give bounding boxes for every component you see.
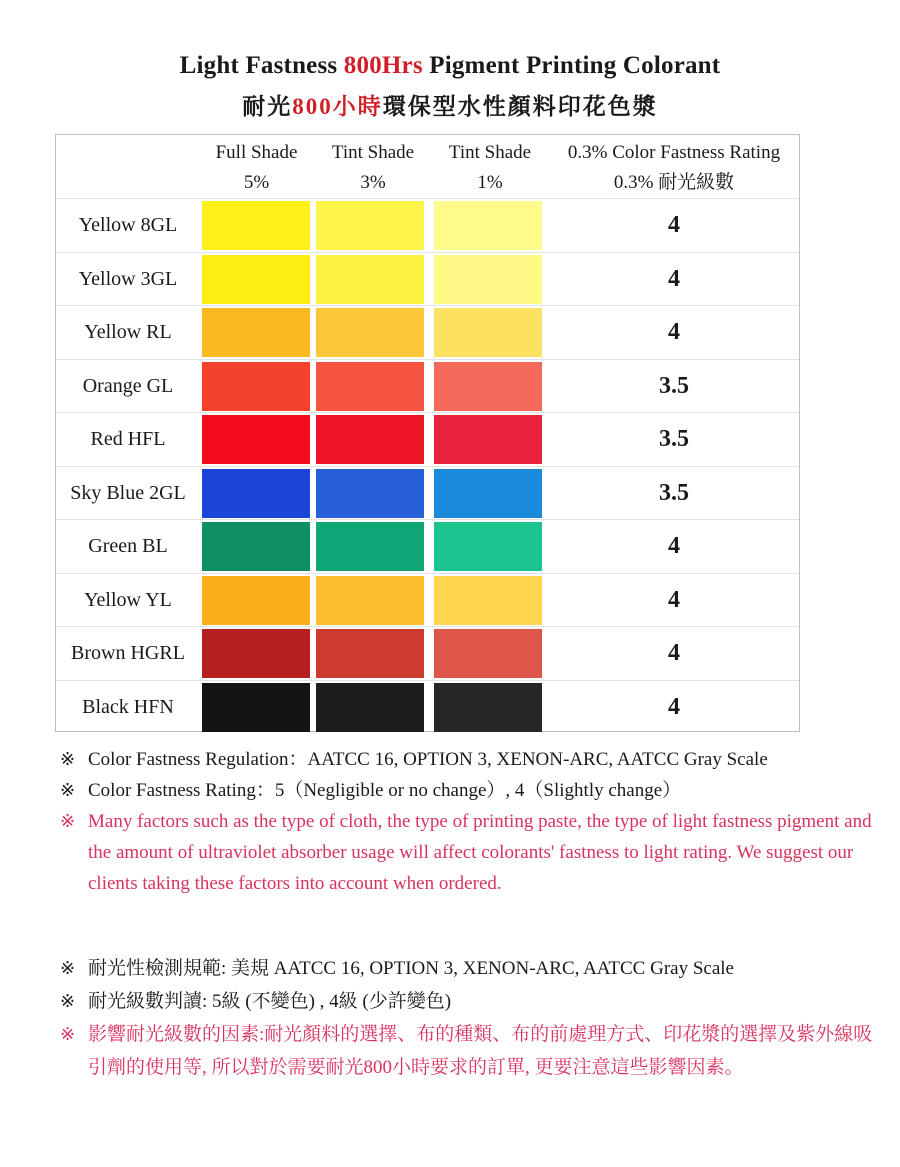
fastness-rating: 3.5 bbox=[659, 426, 689, 452]
color-fastness-table bbox=[55, 134, 800, 732]
reference-mark-icon: ※ bbox=[60, 780, 76, 801]
color-swatch bbox=[316, 255, 424, 304]
colorant-name: Yellow YL bbox=[84, 588, 172, 611]
fastness-rating: 4 bbox=[668, 640, 680, 666]
color-swatch bbox=[202, 308, 310, 357]
header-line2: 3% bbox=[360, 172, 386, 193]
fastness-rating: 3.5 bbox=[659, 479, 689, 506]
title-zh-suffix: 環保型水性顏料印花色漿 bbox=[382, 94, 658, 119]
colorant-name: Red HFL bbox=[90, 428, 166, 450]
color-swatch bbox=[434, 469, 542, 518]
colorant-name: Yellow 3GL bbox=[78, 267, 178, 290]
header-line1: 0.3% Color Fastness Rating bbox=[567, 142, 781, 163]
color-swatch bbox=[202, 469, 310, 518]
color-swatch bbox=[434, 201, 542, 250]
color-swatch bbox=[316, 629, 424, 678]
fastness-rating: 4 bbox=[668, 693, 680, 720]
page-title-en bbox=[0, 52, 900, 80]
color-swatch bbox=[434, 308, 542, 357]
fastness-rating: 4 bbox=[668, 265, 680, 292]
note-zh-factors bbox=[60, 1018, 880, 1084]
color-swatch bbox=[434, 576, 542, 625]
page-title-zh bbox=[0, 88, 900, 121]
reference-mark-icon: ※ bbox=[60, 991, 76, 1012]
fastness-rating: 4 bbox=[668, 319, 680, 345]
title-zh-accent: 800小時 bbox=[292, 94, 383, 119]
color-swatch bbox=[434, 255, 542, 304]
colorant-name: Yellow 8GL bbox=[78, 214, 178, 236]
title-en-prefix: Light Fastness bbox=[179, 52, 344, 79]
fastness-rating: 4 bbox=[668, 533, 680, 559]
reference-mark-icon: ※ bbox=[60, 749, 76, 770]
note-zh-rating bbox=[60, 985, 880, 1018]
color-swatch bbox=[202, 683, 310, 732]
colorant-name: Brown HGRL bbox=[71, 642, 185, 664]
color-swatch bbox=[202, 576, 310, 625]
note-factors-text: Many factors such as the type of cloth, the type of printing paste, the type of light fastness pigment and the amount of ultraviolet absorber usage will affect colorants' fastness to light rating. We suggest our clients taking these factors into account when ordered. bbox=[88, 811, 872, 894]
fastness-rating: 4 bbox=[668, 586, 680, 613]
color-swatch bbox=[202, 201, 310, 250]
title-en-accent: 800Hrs bbox=[343, 52, 423, 79]
colorant-name: Black HFN bbox=[82, 695, 174, 718]
color-swatch bbox=[434, 683, 542, 732]
color-swatch bbox=[202, 415, 310, 464]
color-swatch bbox=[434, 362, 542, 411]
colorant-name: Green BL bbox=[88, 535, 168, 557]
notes-english bbox=[60, 744, 880, 899]
color-swatch bbox=[434, 415, 542, 464]
color-swatch bbox=[316, 308, 424, 357]
header-line1: Tint Shade bbox=[448, 142, 532, 163]
header-tint-3 bbox=[314, 135, 432, 198]
header-line2: 1% bbox=[477, 172, 503, 193]
color-swatch bbox=[202, 522, 310, 571]
color-swatch bbox=[316, 362, 424, 411]
header-line1: Full Shade bbox=[215, 142, 298, 163]
reference-mark-icon: ※ bbox=[60, 1024, 76, 1045]
notes-chinese bbox=[60, 952, 880, 1084]
header-line2: 0.3% 耐光級數 bbox=[613, 172, 735, 193]
note-zh-rating-text: 耐光級數判讀: 5級 (不變色) , 4級 (少許變色) bbox=[88, 991, 452, 1012]
color-swatch bbox=[434, 522, 542, 571]
title-en-suffix: Pigment Printing Colorant bbox=[422, 52, 721, 79]
color-swatch bbox=[202, 362, 310, 411]
reference-mark-icon: ※ bbox=[60, 811, 76, 832]
header-line1: Tint Shade bbox=[331, 142, 415, 163]
note-rating-text: Color Fastness Rating：5（Negligible or no change）, 4（Slightly change） bbox=[88, 780, 682, 801]
header-full-shade bbox=[200, 135, 313, 198]
header-rating bbox=[549, 135, 799, 198]
color-swatch bbox=[316, 683, 424, 732]
header-line2: 5% bbox=[243, 172, 270, 193]
note-zh-regulation-text: 耐光性檢測規範: 美規 AATCC 16, OPTION 3, XENON-ARC, AATCC Gray Scale bbox=[88, 958, 734, 979]
color-swatch bbox=[434, 629, 542, 678]
colorant-name: Orange GL bbox=[82, 374, 174, 397]
color-swatch bbox=[202, 255, 310, 304]
fastness-rating: 4 bbox=[668, 212, 680, 238]
header-tint-1 bbox=[432, 135, 548, 198]
note-regulation bbox=[60, 744, 880, 775]
color-swatch bbox=[316, 576, 424, 625]
title-zh-prefix: 耐光 bbox=[242, 94, 293, 119]
note-zh-regulation bbox=[60, 952, 880, 985]
color-swatch bbox=[202, 629, 310, 678]
note-factors bbox=[60, 806, 880, 899]
colorant-name: Yellow RL bbox=[84, 321, 172, 343]
note-zh-factors-text: 影響耐光級數的因素:耐光顏料的選擇、布的種類、布的前處理方式、印花漿的選擇及紫外線吸引劑的使用等, 所以對於需要耐光800小時要求的訂單, 更要注意這些影響因素。 bbox=[88, 1024, 873, 1078]
note-regulation-text: Color Fastness Regulation：AATCC 16, OPTION 3, XENON-ARC, AATCC Gray Scale bbox=[88, 749, 768, 770]
color-swatch bbox=[316, 522, 424, 571]
color-swatch bbox=[316, 415, 424, 464]
color-swatch bbox=[316, 201, 424, 250]
fastness-rating: 3.5 bbox=[659, 372, 689, 399]
colorant-name: Sky Blue 2GL bbox=[70, 481, 186, 504]
reference-mark-icon: ※ bbox=[60, 958, 76, 979]
note-rating bbox=[60, 775, 880, 806]
color-swatch bbox=[316, 469, 424, 518]
